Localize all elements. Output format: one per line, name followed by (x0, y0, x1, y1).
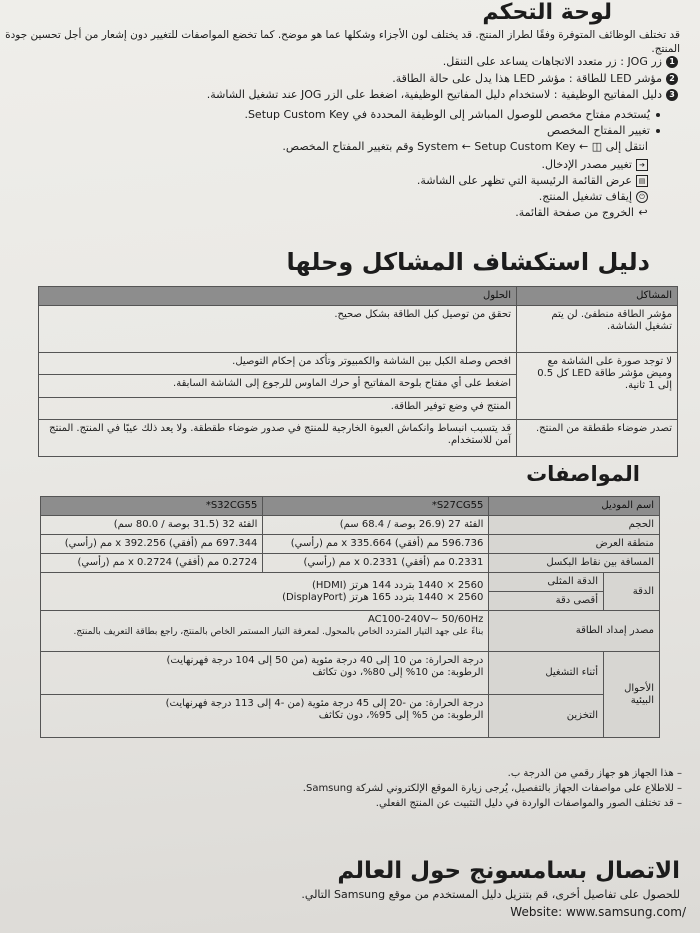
power-label: مصدر إمداد الطاقة (489, 611, 660, 652)
op-temp: درجة الحرارة: من 10 إلى 40 درجة مئوية (من 50 إلى 104 درجة فهرنهايت) (166, 655, 484, 666)
table-row (41, 695, 660, 738)
input-source-icon: ➔ (636, 159, 648, 171)
control-panel-intro: قد تختلف الوظائف المتوفرة وفقًا لطراز المنتج. قد يختلف لون الأجزاء وشكلها عما هو موضح. كما تخضع المواصفات للتغيير دون إشعار من أجل تحسين جودة المنتج. (5, 29, 680, 55)
icon-row-menu: ▤عرض القائمة الرئيسية التي تظهر على الشاشة. (417, 174, 648, 187)
res-value-hdmi: 2560 × 1440 بتردد 144 هرتز (HDMI) (311, 579, 484, 591)
solution-cell: قد يتسبب انبساط وانكماش العبوة الخارجية للمنتج في صدور ضوضاء طقطقة. ولا يعد ذلك عيبًا في المنتج. المنتج آمن للاستخدام. (39, 420, 517, 457)
notes-list (303, 766, 682, 811)
st-label: التخزين (489, 695, 604, 738)
power-icon: ⏻ (636, 191, 648, 203)
menu-icon: ▤ (636, 175, 648, 187)
table-row (41, 611, 660, 652)
control-item-1: 1زر JOG : زر متعدد الاتجاهات يساعد على التنقل. (443, 55, 678, 68)
st-values (41, 695, 489, 738)
res-opt-label: الدقة المثلى (489, 573, 604, 592)
icon-row-source: ➔تغيير مصدر الإدخال. (542, 158, 648, 171)
table-row (41, 652, 660, 695)
problem-cell: تصدر ضوضاء طقطقة من المنتج. (517, 420, 678, 457)
env-label: الأحوال البيئية (604, 652, 660, 738)
model-b: S32CG55* (41, 497, 263, 516)
control-item-3: 3دليل المفاتيح الوظيفية : لاستخدام دليل المفاتيح الوظيفية، اضغط على الزر JOG عند تشغيل الشاشة. (207, 88, 678, 101)
icon-row-power: ⏻إيقاف تشغيل المنتج. (539, 190, 648, 203)
problem-cell: لا توجد صورة على الشاشة مع وميض مؤشر طاقة LED كل 0.5 إلى 1 ثانية. (517, 353, 678, 420)
control-bullet-2-detail: انتقل إلى ◫ ← System ← Setup Custom Key وقم بتغيير المفتاح المخصص. (282, 140, 648, 153)
solution-cell: افحص وصلة الكبل بين الشاشة والكمبيوتر وتأكد من إحكام التوصيل. (39, 353, 517, 375)
number-1-icon: 1 (666, 56, 678, 68)
contact-line: للحصول على تفاصيل أخرى، قم بتنزيل دليل المستخدم من موقع Samsung التالي. (301, 888, 680, 901)
table-row (39, 353, 678, 375)
power-note: بناءً على جهد التيار المتردد الخاص بالمحول. لمعرفة التيار المستمر الخاص بالمنتج، راجع بطاقة التعريف بالمنتج. (73, 627, 484, 637)
note-item: – للاطلاع على مواصفات الجهاز بالتفصيل، يُرجى زيارة الموقع الإلكتروني لشركة Samsung. (302, 783, 682, 794)
power-values (41, 611, 489, 652)
bullet-icon (656, 129, 660, 133)
solution-cell: المنتج في وضع توفير الطاقة. (39, 397, 517, 419)
power-value: AC100-240V~ 50/60Hz (367, 614, 484, 625)
note-item: – هذا الجهاز هو جهاز رقمي من الدرجة ب. (507, 768, 682, 779)
return-icon: ↩ (638, 206, 648, 219)
control-item-2: 2مؤشر LED للطاقة : مؤشر LED هذا يدل على حالة الطاقة. (392, 72, 678, 85)
st-humidity: الرطوبة: من 5% إلى 95%، دون تكاثف (318, 710, 484, 721)
table-row (41, 554, 660, 573)
control-panel-title: لوحة التحكم (482, 0, 612, 25)
control-bullet-1: يُستخدم مفتاح مخصص للوصول المباشر إلى الوظيفة المحددة في Setup Custom Key. (244, 108, 660, 121)
col-problem-header: المشاكل (517, 287, 678, 306)
solution-cell: تحقق من توصيل كبل الطاقة بشكل صحيح. (39, 306, 517, 353)
problem-cell: مؤشر الطاقة منطفئ. لن يتم تشغيل الشاشة. (517, 306, 678, 353)
area-a: 596.736 مم (أفقي) x 335.664 مم (رأسي) (263, 535, 489, 554)
res-label: الدقة (604, 573, 660, 611)
contact-website[interactable]: Website: www.samsung.com/ (510, 905, 686, 919)
control-bullet-2: تغيير المفتاح المخصص (547, 124, 660, 137)
area-b: 697.344 مم (أفقي) x 392.256 مم (رأسي) (41, 535, 263, 554)
troubleshoot-table (38, 286, 678, 457)
specs-title: المواصفات (526, 462, 640, 486)
op-humidity: الرطوبة: من 10% إلى 80%، دون تكاثف (312, 667, 484, 678)
col-solution-header: الحلول (39, 287, 517, 306)
table-row (41, 516, 660, 535)
table-row (41, 573, 660, 592)
icon-row-return: ↩الخروج من صفحة القائمة. (515, 206, 648, 219)
number-2-icon: 2 (666, 73, 678, 85)
number-3-icon: 3 (666, 89, 678, 101)
contact-title: الاتصال بسامسونج حول العالم (337, 858, 680, 884)
res-max-label: أقصى دقة (489, 592, 604, 611)
size-label: الحجم (489, 516, 660, 535)
st-temp: درجة الحرارة: من -20 إلى 45 درجة مئوية (من -4 إلى 113 درجة فهرنهايت) (165, 698, 484, 709)
model-a: S27CG55* (263, 497, 489, 516)
pitch-b: 0.2724 مم (أفقي) x 0.2724 مم (رأسي) (41, 554, 263, 573)
specs-table (40, 496, 660, 738)
size-b: الفئة 32 (31.5 بوصة / 80.0 سم) (41, 516, 263, 535)
table-row (41, 535, 660, 554)
table-row (39, 306, 678, 353)
op-values (41, 652, 489, 695)
res-values (41, 573, 489, 611)
bullet-icon (656, 113, 660, 117)
res-value-dp: 2560 × 1440 بتردد 165 هرتز (DisplayPort) (282, 591, 484, 603)
table-row (39, 420, 678, 457)
troubleshoot-title: دليل استكشاف المشاكل وحلها (286, 248, 650, 276)
table-row (41, 497, 660, 516)
model-label: اسم الموديل (489, 497, 660, 516)
solution-cell: اضغط على أي مفتاح بلوحة المفاتيح أو حرك الماوس للرجوع إلى الشاشة السابقة. (39, 375, 517, 397)
pitch-label: المسافة بين نقاط البكسل (489, 554, 660, 573)
pitch-a: 0.2331 مم (أفقي) x 0.2331 مم (رأسي) (263, 554, 489, 573)
op-label: أثناء التشغيل (489, 652, 604, 695)
area-label: منطقة العرض (489, 535, 660, 554)
table-header-row (39, 287, 678, 306)
note-item: – قد تختلف الصور والمواصفات الواردة في دليل التثبيت عن المنتج الفعلي. (375, 798, 682, 809)
size-a: الفئة 27 (26.9 بوصة / 68.4 سم) (263, 516, 489, 535)
